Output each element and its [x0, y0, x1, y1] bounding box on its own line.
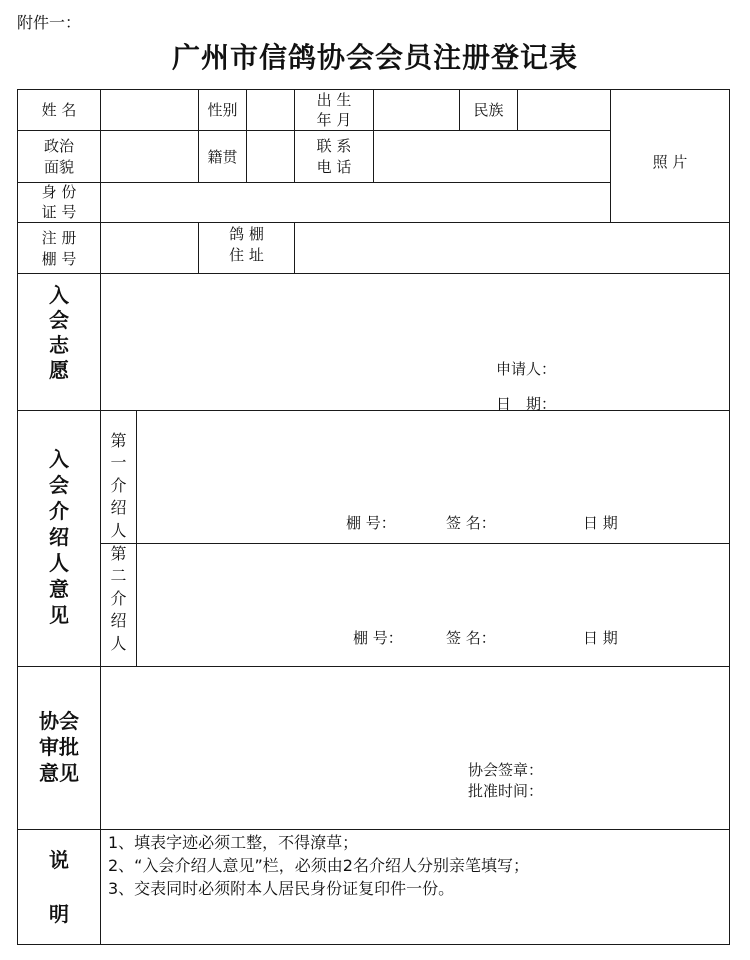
wish-label-char: 会 — [49, 308, 69, 332]
birth-label-line2: 年 月 — [316, 111, 352, 129]
second-referrer-label — [101, 543, 136, 655]
first-referrer-char: 一 — [110, 453, 127, 473]
name-field[interactable] — [101, 90, 198, 130]
loft-no-label-line2: 棚 号 — [41, 250, 77, 268]
table-border-right — [729, 89, 730, 945]
notes-list — [108, 831, 723, 901]
photo-label: 照 片 — [652, 153, 688, 171]
birth-field[interactable] — [374, 90, 459, 130]
wish-field[interactable] — [101, 274, 729, 410]
loft-address-field[interactable] — [295, 223, 729, 273]
referrer-label-char: 会 — [49, 473, 69, 497]
first-referrer-label — [101, 430, 136, 542]
wish-label — [18, 283, 100, 383]
loft-address-label-line1: 鸽 棚 — [229, 225, 264, 243]
first-referrer-char: 人 — [110, 520, 127, 540]
phone-label-line2: 电 话 — [316, 158, 352, 176]
phone-field[interactable] — [374, 131, 610, 182]
second-referrer-field[interactable] — [137, 544, 729, 666]
referrer-label-char: 介 — [49, 499, 69, 523]
second-referrer-char: 介 — [110, 588, 127, 608]
native-label: 籍贯 — [207, 148, 238, 166]
approval-label-line: 审批 — [39, 735, 79, 759]
wish-label-char: 入 — [49, 283, 69, 307]
ethnic-field[interactable] — [518, 90, 610, 130]
approval-label-line: 协会 — [39, 709, 79, 733]
notes-label-line1: 说 — [49, 848, 69, 872]
second-referrer-date-label: 日 期 — [583, 629, 618, 647]
phone-label-line1: 联 系 — [316, 137, 352, 155]
second-referrer-char: 人 — [110, 633, 127, 653]
first-referrer-char: 介 — [110, 475, 127, 495]
second-referrer-char: 二 — [110, 566, 127, 586]
referrer-opinion-label — [18, 446, 100, 628]
loft-no-label-line1: 注 册 — [41, 229, 77, 247]
approval-time-label: 批准时间： — [468, 782, 544, 800]
native-field[interactable] — [247, 131, 294, 182]
first-referrer-char: 绍 — [110, 498, 127, 518]
approval-label-line: 意见 — [39, 761, 79, 785]
applicant-label: 申请人： — [496, 360, 557, 378]
ethnic-label: 民族 — [473, 101, 504, 119]
row-divider — [17, 829, 730, 830]
referrer-label-char: 绍 — [49, 525, 69, 549]
id-label-line2: 证 号 — [41, 203, 77, 221]
id-number-field[interactable] — [101, 183, 610, 222]
wish-date-label: 日 期： — [496, 395, 557, 413]
approval-label — [18, 708, 100, 786]
note-item: 2、“入会介绍人意见”栏，必须由2名介绍人分别亲笔填写； — [108, 856, 529, 876]
notes-label-line2: 明 — [49, 902, 69, 926]
first-referrer-sign-label: 签 名： — [446, 514, 496, 532]
note-item: 1、填表字迹必须工整，不得潦草； — [108, 833, 359, 852]
first-referrer-loft-no-label: 棚 号： — [346, 514, 396, 532]
id-label-line1: 身 份 — [41, 183, 77, 201]
note-item: 3、交表同时必须附本人居民身份证复印件一份。 — [108, 879, 455, 899]
first-referrer-field[interactable] — [137, 411, 729, 543]
second-referrer-sign-label: 签 名： — [446, 629, 496, 647]
approval-field[interactable] — [101, 667, 729, 829]
name-label: 姓 名 — [41, 101, 77, 119]
political-field[interactable] — [101, 131, 198, 182]
second-referrer-char: 第 — [110, 544, 127, 563]
wish-label-char: 志 — [49, 333, 69, 357]
political-label-line2: 面貌 — [43, 158, 74, 176]
wish-label-char: 愿 — [49, 358, 69, 382]
gender-label: 性别 — [207, 101, 238, 119]
table-border-bottom — [17, 944, 730, 945]
referrer-label-char: 入 — [49, 447, 69, 471]
second-referrer-char: 绍 — [110, 611, 127, 631]
association-seal-label: 协会签章： — [468, 761, 544, 779]
referrer-label-char: 人 — [49, 551, 69, 575]
first-referrer-char: 第 — [110, 431, 127, 450]
referrer-label-char: 见 — [49, 603, 69, 627]
first-referrer-date-label: 日 期 — [583, 514, 618, 532]
loft-address-label-line2: 住 址 — [229, 246, 264, 264]
loft-no-field[interactable] — [101, 223, 198, 273]
gender-field[interactable] — [247, 90, 294, 130]
referrer-label-char: 意 — [49, 577, 69, 601]
birth-label-line1: 出 生 — [316, 91, 352, 109]
political-label-line1: 政治 — [43, 137, 74, 155]
second-referrer-loft-no-label: 棚 号： — [353, 629, 403, 647]
form-title: 广州市信鸽协会会员注册登记表 — [171, 41, 578, 74]
annex-label: 附件一： — [17, 13, 82, 32]
